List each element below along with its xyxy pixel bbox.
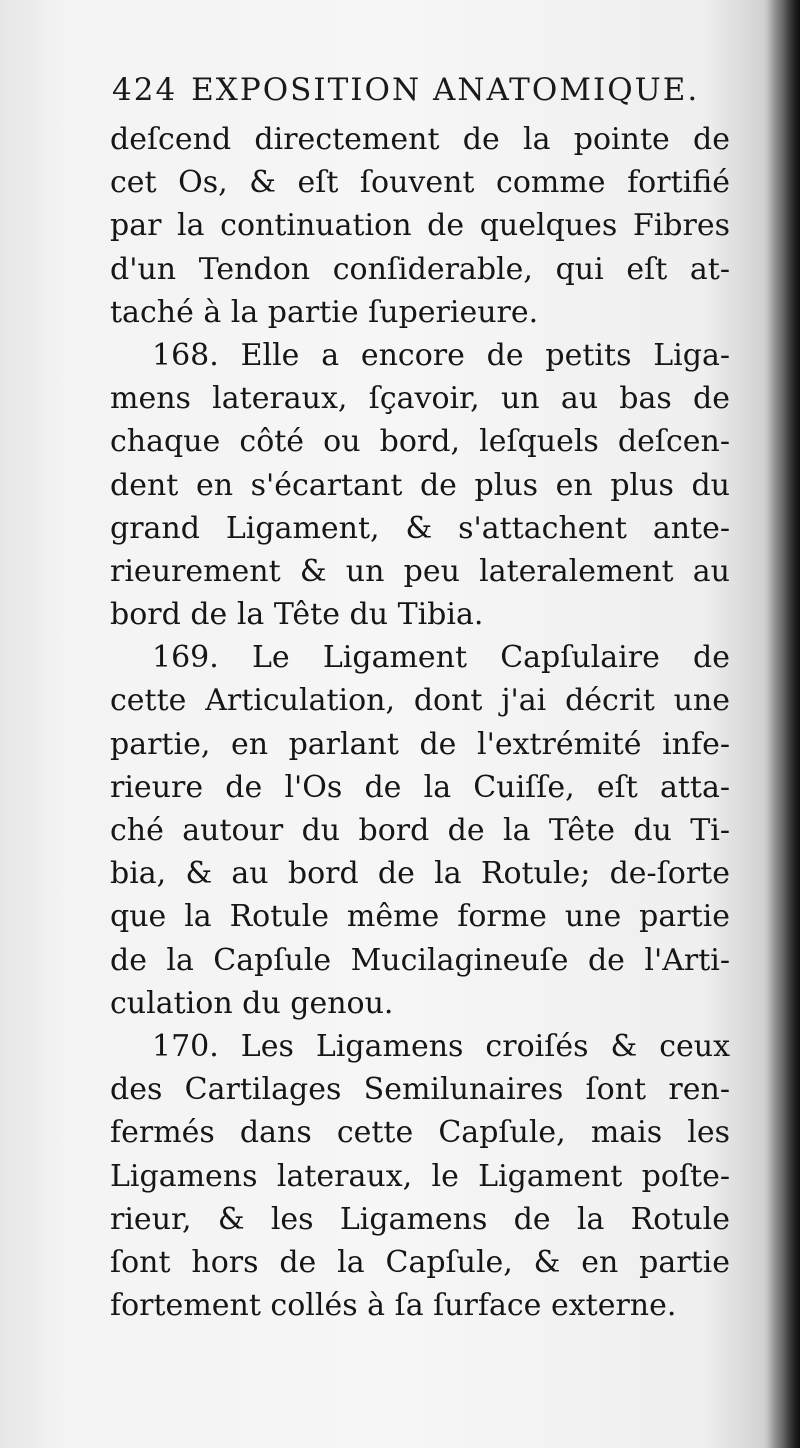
paragraph-170-start: 170. Les Ligamens croiſés & ceux [152, 1028, 730, 1064]
text-line: fortement collés à ſa ſurface externe. [110, 1288, 677, 1324]
running-head [112, 72, 700, 116]
text-line: Ligamens lateraux, le Ligament poſte- [110, 1158, 730, 1194]
running-title: EXPOSITION ANATOMIQUE. [191, 72, 700, 108]
text-line: que la Rotule même forme une partie [110, 899, 730, 935]
text-line: deſcend directement de la pointe de [110, 122, 730, 157]
text-line: dent en s'écartant de plus en plus du [110, 467, 730, 503]
paragraph-169-start: 169. Le Ligament Capſulaire de [152, 640, 730, 676]
text-line: chaque côté ou bord, leſquels deſcen- [110, 424, 730, 460]
text-line: cet Os, & eſt ſouvent comme fortifié [110, 165, 730, 201]
page-number: 424 [112, 72, 178, 108]
body-text [110, 118, 730, 1327]
text-line: rieur, & les Ligamens de la Rotule [110, 1201, 730, 1237]
text-line: culation du genou. [110, 985, 394, 1021]
text-line: rieure de l'Os de la Cuiſſe, eſt atta- [110, 769, 730, 805]
text-line: ché autour du bord de la Tête du Ti- [110, 813, 730, 848]
text-line: rieurement & un peu lateralement au [110, 553, 730, 589]
text-line: cette Articulation, dont j'ai décrit une [110, 683, 730, 719]
text-line: fermés dans cette Capſule, mais les [110, 1115, 730, 1151]
text-line: taché à la partie ſuperieure. [110, 294, 539, 330]
paragraph-168-start: 168. Elle a encore de petits Liga- [152, 337, 730, 373]
text-line: mens lateraux, ſçavoir, un au bas de [110, 381, 730, 417]
text-line: bia, & au bord de la Rotule; de-ſorte [110, 856, 730, 892]
text-line: de la Capſule Mucilagineuſe de l'Arti- [110, 942, 730, 978]
text-line: bord de la Tête du Tibia. [110, 597, 484, 633]
page-gutter-shadow [764, 0, 800, 1448]
text-line: par la continuation de quelques Fibres [110, 208, 730, 244]
text-line: partie, en parlant de l'extrémité infe- [110, 726, 730, 762]
text-line: des Cartilages Semilunaires ſont ren- [110, 1072, 730, 1108]
text-line: ſont hors de la Capſule, & en partie [110, 1244, 730, 1280]
text-line: d'un Tendon conſiderable, qui eſt at- [110, 251, 730, 287]
text-line: grand Ligament, & s'attachent ante- [110, 510, 730, 546]
